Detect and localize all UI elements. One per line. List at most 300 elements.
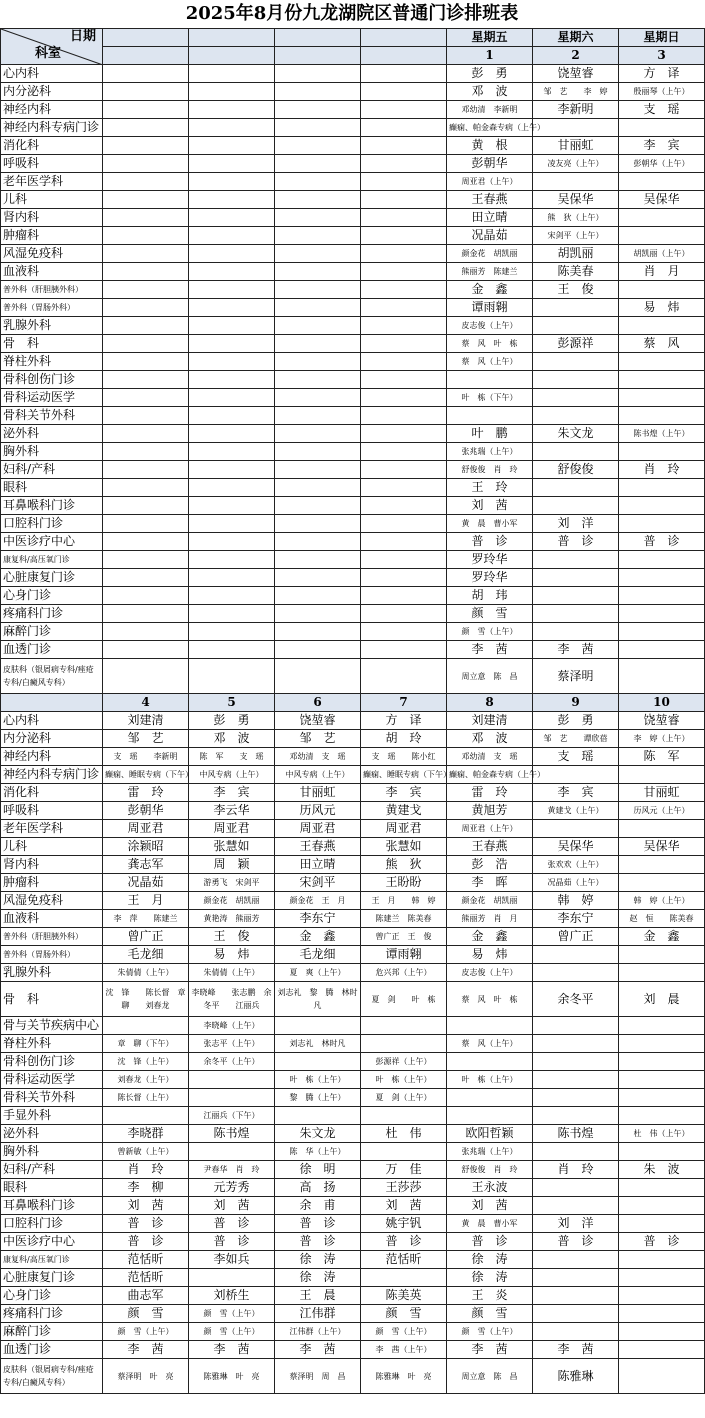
doctor-cell: 曾新敏（上午）: [103, 1143, 189, 1161]
weekday-header: [275, 29, 361, 47]
department-name: 心内科: [1, 65, 103, 83]
doctor-cell: [275, 1107, 361, 1125]
doctor-cell: 彭朝华（上午）: [619, 155, 705, 173]
doctor-cell: 普 诊: [361, 1233, 447, 1251]
date-header-blank: [1, 694, 103, 712]
doctor-cell: [275, 191, 361, 209]
doctor-cell: 刘 洋: [533, 515, 619, 533]
doctor-cell: 李如兵: [189, 1251, 275, 1269]
doctor-cell: 范恬昕: [361, 1251, 447, 1269]
schedule-row: [1, 263, 705, 281]
doctor-cell: [533, 587, 619, 605]
doctor-cell: 饶堃睿: [533, 65, 619, 83]
schedule-row: [1, 838, 705, 856]
doctor-cell: [619, 1107, 705, 1125]
doctor-cell: 李新明: [533, 101, 619, 119]
doctor-cell: 周亚君: [103, 820, 189, 838]
doctor-cell: [619, 317, 705, 335]
doctor-cell: [275, 587, 361, 605]
schedule-row: [1, 874, 705, 892]
doctor-cell: 邹 艺 谭欣蓓: [533, 730, 619, 748]
department-name: 肿瘤科: [1, 227, 103, 245]
doctor-cell: 张慧如: [361, 838, 447, 856]
doctor-cell: 朱倩倩（上午）: [189, 964, 275, 982]
doctor-cell: 甘丽虹: [275, 784, 361, 802]
doctor-cell: [189, 425, 275, 443]
doctor-cell: 金 鑫: [619, 928, 705, 946]
date-header: 6: [275, 694, 361, 712]
doctor-cell: [619, 569, 705, 587]
doctor-cell: 邓幼清 支 瑶: [275, 748, 361, 766]
doctor-cell: 殷丽琴（上午）: [619, 83, 705, 101]
doctor-cell: [103, 371, 189, 389]
doctor-cell: [619, 1287, 705, 1305]
doctor-cell: [619, 281, 705, 299]
doctor-cell: [361, 605, 447, 623]
doctor-cell: 历风元（上午）: [619, 802, 705, 820]
doctor-cell: [533, 479, 619, 497]
doctor-cell: 陈长督（上午）: [103, 1089, 189, 1107]
doctor-cell: 曲志军: [103, 1287, 189, 1305]
doctor-cell: 曾广正: [103, 928, 189, 946]
doctor-cell: 徐 涛: [275, 1269, 361, 1287]
department-name: 心脏康复门诊: [1, 1269, 103, 1287]
doctor-cell: 尹春华 肖 玲: [189, 1161, 275, 1179]
doctor-cell: 范恬昕: [103, 1251, 189, 1269]
schedule-row: [1, 65, 705, 83]
schedule-row: [1, 1359, 705, 1394]
doctor-cell: [533, 389, 619, 407]
schedule-row: [1, 281, 705, 299]
department-name: 骨科关节外科: [1, 407, 103, 425]
doctor-cell: 普 诊: [103, 1215, 189, 1233]
date-header: 7: [361, 694, 447, 712]
department-name: 胸外科: [1, 1143, 103, 1161]
doctor-cell: [275, 299, 361, 317]
doctor-cell: 田立晴: [275, 856, 361, 874]
doctor-cell: [361, 1143, 447, 1161]
schedule-row: [1, 766, 705, 784]
doctor-cell: [361, 551, 447, 569]
doctor-cell: 黄建戈（上午）: [533, 802, 619, 820]
doctor-cell: [619, 605, 705, 623]
doctor-cell: 杜 伟: [361, 1125, 447, 1143]
doctor-cell: 彭 浩: [447, 856, 533, 874]
schedule-row: [1, 1215, 705, 1233]
department-name: 疼痛科门诊: [1, 1305, 103, 1323]
doctor-cell: 吴保华: [619, 838, 705, 856]
doctor-cell: 吴保华: [533, 838, 619, 856]
doctor-cell: 普 诊: [447, 533, 533, 551]
doctor-cell: [619, 389, 705, 407]
doctor-cell: 胡 玮: [447, 587, 533, 605]
doctor-cell: [103, 209, 189, 227]
doctor-cell: 陈美英: [361, 1287, 447, 1305]
doctor-cell: [189, 551, 275, 569]
doctor-cell: 田立晴: [447, 209, 533, 227]
doctor-cell: [533, 605, 619, 623]
doctor-cell: 李 萍 陈建兰: [103, 910, 189, 928]
schedule-row: [1, 551, 705, 569]
week2-section: [1, 694, 705, 1394]
schedule-row: [1, 443, 705, 461]
department-name: 普外科（肝胆胰外科）: [1, 281, 103, 299]
doctor-cell: 彭源祥: [533, 335, 619, 353]
schedule-row: [1, 353, 705, 371]
department-name: 脊柱外科: [1, 1035, 103, 1053]
doctor-cell: [189, 317, 275, 335]
doctor-cell: [533, 119, 619, 137]
doctor-cell: 黄 晨 曹小军: [447, 515, 533, 533]
doctor-cell: [275, 119, 361, 137]
date-header: [189, 47, 275, 65]
doctor-cell: 金 鑫: [447, 281, 533, 299]
doctor-cell: [361, 515, 447, 533]
corner-date-label: 日期: [69, 29, 96, 44]
doctor-cell: [189, 227, 275, 245]
doctor-cell: 彭朝华: [447, 155, 533, 173]
doctor-cell: [619, 515, 705, 533]
corner-header: [1, 29, 103, 65]
schedule-row: [1, 533, 705, 551]
doctor-cell: [103, 245, 189, 263]
schedule-row: [1, 820, 705, 838]
doctor-cell: 李 宾: [619, 137, 705, 155]
doctor-cell: 周亚君: [275, 820, 361, 838]
doctor-cell: 支 瑶 李新明: [103, 748, 189, 766]
doctor-cell: [361, 1017, 447, 1035]
doctor-cell: 陈 军 支 瑶: [189, 748, 275, 766]
doctor-cell: [275, 173, 361, 191]
date-header: 9: [533, 694, 619, 712]
page-title: 2025年8月份九龙湖院区普通门诊排班表: [185, 3, 519, 24]
doctor-cell: 雷 玲: [447, 784, 533, 802]
doctor-cell: 蔡 风（上午）: [447, 353, 533, 371]
department-name: 肾内科: [1, 856, 103, 874]
doctor-cell: [619, 1359, 705, 1394]
schedule-row: [1, 335, 705, 353]
doctor-cell: 肖 玲: [619, 461, 705, 479]
doctor-cell: 邓 波: [189, 730, 275, 748]
department-name: 血透门诊: [1, 1341, 103, 1359]
doctor-cell: 胡 玲: [361, 730, 447, 748]
doctor-cell: [103, 623, 189, 641]
schedule-row: [1, 155, 705, 173]
schedule-row: [1, 479, 705, 497]
doctor-cell: [275, 443, 361, 461]
doctor-cell: 谭雨翱: [447, 299, 533, 317]
doctor-cell: [189, 1089, 275, 1107]
schedule-row: [1, 964, 705, 982]
doctor-cell: 曾广正 王 俊: [361, 928, 447, 946]
department-name: 口腔科门诊: [1, 515, 103, 533]
department-name: 血液科: [1, 263, 103, 281]
doctor-cell: 赵 恒 陈美春: [619, 910, 705, 928]
doctor-cell: 陈 华（上午）: [275, 1143, 361, 1161]
doctor-cell: [533, 1107, 619, 1125]
doctor-cell: [619, 964, 705, 982]
doctor-cell: 普 诊: [619, 1233, 705, 1251]
doctor-cell: 刘 茜: [189, 1197, 275, 1215]
doctor-cell: [361, 389, 447, 407]
doctor-cell: 饶堃睿: [275, 712, 361, 730]
doctor-cell: 李 柳: [103, 1179, 189, 1197]
doctor-cell: 叶 鹏: [447, 425, 533, 443]
doctor-cell: 刘桥生: [189, 1287, 275, 1305]
doctor-cell: 毛龙细: [275, 946, 361, 964]
date-header: 5: [189, 694, 275, 712]
doctor-cell: [361, 263, 447, 281]
doctor-cell: [361, 1107, 447, 1125]
schedule-row: [1, 1053, 705, 1071]
doctor-cell: 李晓峰（上午）: [189, 1017, 275, 1035]
doctor-cell: [103, 551, 189, 569]
doctor-cell: 李 晖: [447, 874, 533, 892]
department-name: 乳腺外科: [1, 317, 103, 335]
schedule-row: [1, 1035, 705, 1053]
department-name: 骨科关节外科: [1, 1089, 103, 1107]
weekday-header: [361, 29, 447, 47]
doctor-cell: [447, 1089, 533, 1107]
doctor-cell: 龚志军: [103, 856, 189, 874]
schedule-row: [1, 910, 705, 928]
schedule-row: [1, 425, 705, 443]
department-name: 骨科运动医学: [1, 1071, 103, 1089]
doctor-cell: [533, 1017, 619, 1035]
doctor-cell: 普 诊: [447, 1233, 533, 1251]
doctor-cell: [189, 119, 275, 137]
doctor-cell: 陈建兰 陈美春: [361, 910, 447, 928]
doctor-cell: 普 诊: [189, 1233, 275, 1251]
department-name: 内分泌科: [1, 83, 103, 101]
schedule-row: [1, 1197, 705, 1215]
department-name: 眼科: [1, 479, 103, 497]
schedule-row: [1, 802, 705, 820]
schedule-row: [1, 245, 705, 263]
doctor-cell: [275, 245, 361, 263]
doctor-cell: 蔡泽明: [533, 659, 619, 694]
doctor-cell: [533, 946, 619, 964]
department-name: 中医诊疗中心: [1, 1233, 103, 1251]
doctor-cell: 金 鑫: [275, 928, 361, 946]
doctor-cell: 叶 栋（上午）: [275, 1071, 361, 1089]
doctor-cell: 李 茜: [103, 1341, 189, 1359]
doctor-cell: 颜 雪: [447, 605, 533, 623]
doctor-cell: [533, 443, 619, 461]
doctor-cell: 朱倩倩（上午）: [103, 964, 189, 982]
doctor-cell: 邓 波: [447, 83, 533, 101]
department-name: 神经内科: [1, 101, 103, 119]
doctor-cell: 中风专病（上午）: [275, 766, 361, 784]
doctor-cell: [619, 407, 705, 425]
doctor-cell: [275, 389, 361, 407]
doctor-cell: 金 鑫: [447, 928, 533, 946]
doctor-cell: [533, 1197, 619, 1215]
doctor-cell: [189, 623, 275, 641]
doctor-cell: 谭雨翱: [361, 946, 447, 964]
department-name: 乳腺外科: [1, 964, 103, 982]
schedule-row: [1, 191, 705, 209]
department-name: 消化科: [1, 137, 103, 155]
weekday-header: [189, 29, 275, 47]
doctor-cell: 蔡泽明 叶 亮: [103, 1359, 189, 1394]
doctor-cell: 中风专病（上午）: [189, 766, 275, 784]
schedule-row: [1, 1269, 705, 1287]
doctor-cell: [361, 281, 447, 299]
doctor-cell: 李 茜: [447, 641, 533, 659]
schedule-row: [1, 1179, 705, 1197]
doctor-cell: [275, 1017, 361, 1035]
doctor-cell: 肖 玲: [103, 1161, 189, 1179]
doctor-cell: [275, 551, 361, 569]
doctor-cell: 癫痫、帕金森专病（上午）: [447, 119, 533, 137]
doctor-cell: 普 诊: [103, 1233, 189, 1251]
department-name: 血液科: [1, 910, 103, 928]
doctor-cell: [189, 515, 275, 533]
doctor-cell: 夏 剑 叶 栋: [361, 982, 447, 1017]
doctor-cell: 周立意 陈 昌: [447, 1359, 533, 1394]
schedule-row: [1, 497, 705, 515]
doctor-cell: 邓幼清 李新明: [447, 101, 533, 119]
doctor-cell: [361, 587, 447, 605]
schedule-row: [1, 407, 705, 425]
department-name: 老年医学科: [1, 173, 103, 191]
doctor-cell: [619, 371, 705, 389]
doctor-cell: [275, 425, 361, 443]
doctor-cell: [361, 443, 447, 461]
doctor-cell: 普 诊: [275, 1215, 361, 1233]
doctor-cell: [447, 1053, 533, 1071]
doctor-cell: 陈雅琳 叶 亮: [361, 1359, 447, 1394]
department-name: 眼科: [1, 1179, 103, 1197]
doctor-cell: 吴保华: [619, 191, 705, 209]
doctor-cell: [619, 1251, 705, 1269]
department-name: 麻醉门诊: [1, 623, 103, 641]
doctor-cell: 陈 军: [619, 748, 705, 766]
doctor-cell: 李晓峰 张志鹏 余冬平 江丽兵: [189, 982, 275, 1017]
doctor-cell: [619, 119, 705, 137]
department-name: 泌外科: [1, 1125, 103, 1143]
doctor-cell: 朱文龙: [533, 425, 619, 443]
doctor-cell: 曾广正: [533, 928, 619, 946]
department-name: 耳鼻喉科门诊: [1, 497, 103, 515]
doctor-cell: [361, 335, 447, 353]
doctor-cell: 刘建清: [103, 712, 189, 730]
doctor-cell: [619, 1089, 705, 1107]
doctor-cell: 李 宾: [533, 784, 619, 802]
doctor-cell: [361, 569, 447, 587]
doctor-cell: [619, 227, 705, 245]
department-name: 风湿免疫科: [1, 892, 103, 910]
doctor-cell: 癫痫、睡眠专病（下午）: [103, 766, 189, 784]
schedule-row: [1, 1305, 705, 1323]
doctor-cell: [275, 209, 361, 227]
doctor-cell: [189, 479, 275, 497]
doctor-cell: [619, 856, 705, 874]
doctor-cell: 颜金花 王 月: [275, 892, 361, 910]
doctor-cell: [189, 533, 275, 551]
doctor-cell: 熊丽芳 陈建兰: [447, 263, 533, 281]
doctor-cell: 易 炜: [619, 299, 705, 317]
doctor-cell: [275, 569, 361, 587]
doctor-cell: 蔡 风: [619, 335, 705, 353]
doctor-cell: [533, 569, 619, 587]
doctor-cell: 杜 伟（上午）: [619, 1125, 705, 1143]
doctor-cell: 陈书煌: [189, 1125, 275, 1143]
doctor-cell: [361, 245, 447, 263]
schedule-row: [1, 641, 705, 659]
department-name: 手显外科: [1, 1107, 103, 1125]
department-name: 妇科/产科: [1, 461, 103, 479]
schedule-table: [0, 28, 705, 1394]
doctor-cell: [189, 461, 275, 479]
doctor-cell: 蔡泽明 周 昌: [275, 1359, 361, 1394]
department-name: 心内科: [1, 712, 103, 730]
doctor-cell: [189, 497, 275, 515]
doctor-cell: 陈雅琳: [533, 1359, 619, 1394]
doctor-cell: 邹 艺: [103, 730, 189, 748]
department-name: 心身门诊: [1, 587, 103, 605]
doctor-cell: [619, 946, 705, 964]
doctor-cell: [103, 353, 189, 371]
doctor-cell: [103, 83, 189, 101]
department-name: 神经内科: [1, 748, 103, 766]
department-name: 康复科/高压氧门诊: [1, 551, 103, 569]
doctor-cell: 余冬平（上午）: [189, 1053, 275, 1071]
department-name: 心身门诊: [1, 1287, 103, 1305]
doctor-cell: [103, 479, 189, 497]
department-name: 中医诊疗中心: [1, 533, 103, 551]
doctor-cell: 况晶茹: [447, 227, 533, 245]
doctor-cell: 易 炜: [447, 946, 533, 964]
schedule-row: [1, 784, 705, 802]
doctor-cell: [361, 119, 447, 137]
doctor-cell: [533, 1251, 619, 1269]
doctor-cell: [189, 641, 275, 659]
date-header: 2: [533, 47, 619, 65]
doctor-cell: 彭 勇: [189, 712, 275, 730]
doctor-cell: [189, 281, 275, 299]
schedule-row: [1, 982, 705, 1017]
doctor-cell: 王春燕: [447, 191, 533, 209]
doctor-cell: [103, 389, 189, 407]
doctor-cell: [361, 1035, 447, 1053]
doctor-cell: 李 宾: [189, 784, 275, 802]
doctor-cell: 江伟群: [275, 1305, 361, 1323]
doctor-cell: [619, 497, 705, 515]
department-name: 呼吸科: [1, 802, 103, 820]
doctor-cell: [189, 263, 275, 281]
doctor-cell: 吴保华: [533, 191, 619, 209]
doctor-cell: 周亚君（上午）: [447, 820, 533, 838]
schedule-row: [1, 946, 705, 964]
department-name: 风湿免疫科: [1, 245, 103, 263]
doctor-cell: 陈书煌（上午）: [619, 425, 705, 443]
doctor-cell: [275, 1053, 361, 1071]
doctor-cell: 王 月: [103, 892, 189, 910]
schedule-row: [1, 659, 705, 694]
doctor-cell: 张慧如: [189, 838, 275, 856]
doctor-cell: [619, 551, 705, 569]
doctor-cell: 况晶茹（上午）: [533, 874, 619, 892]
doctor-cell: [189, 83, 275, 101]
schedule-row: [1, 1233, 705, 1251]
doctor-cell: 饶堃睿: [619, 712, 705, 730]
doctor-cell: 宋剑平（上午）: [533, 227, 619, 245]
schedule-row: [1, 137, 705, 155]
doctor-cell: [533, 623, 619, 641]
doctor-cell: 周亚君: [189, 820, 275, 838]
